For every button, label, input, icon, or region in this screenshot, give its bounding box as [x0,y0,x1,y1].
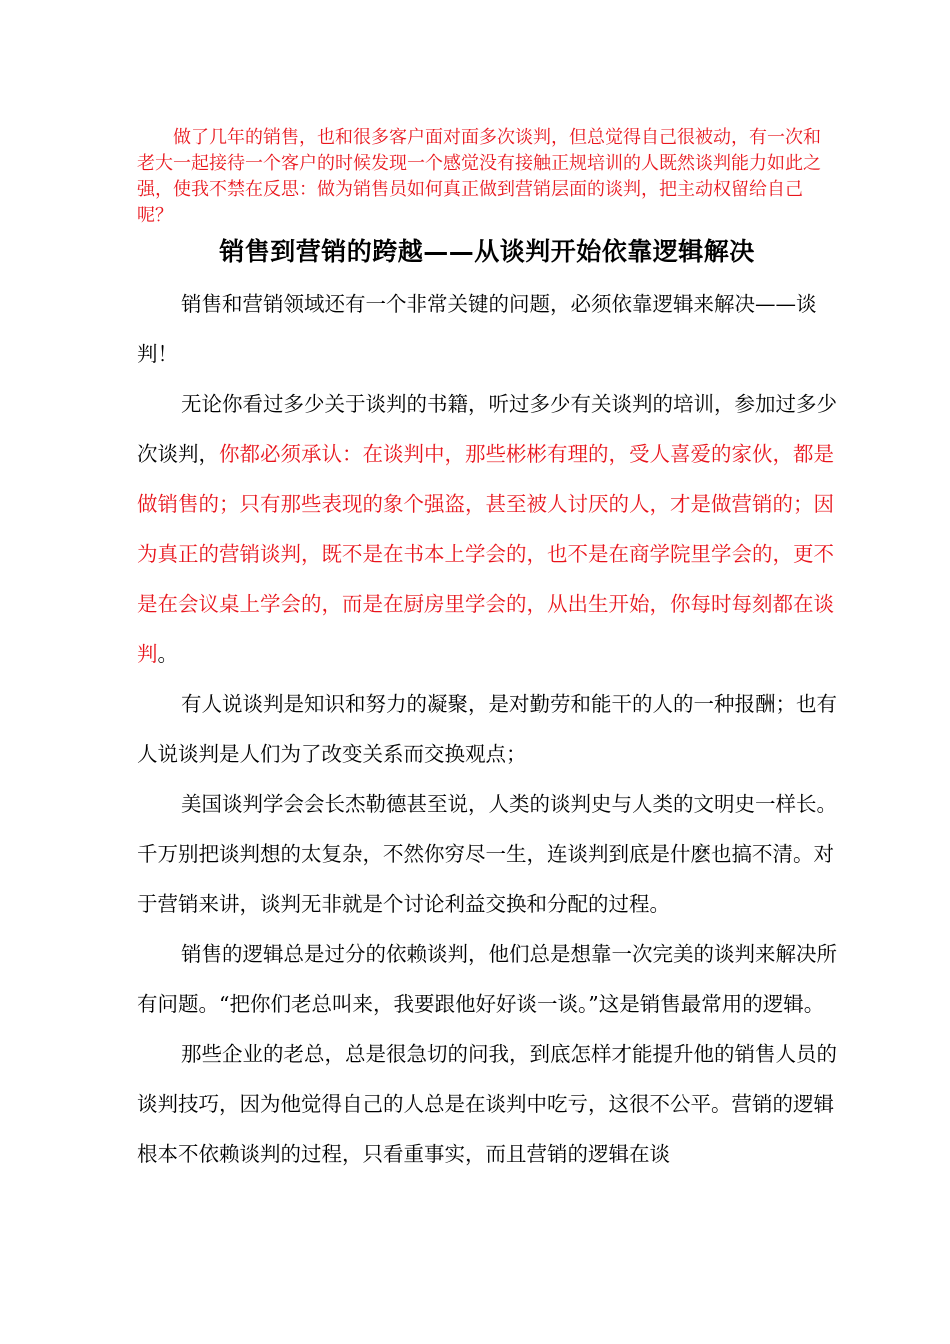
intro-note: 做了几年的销售，也和很多客户面对面多次谈判，但总觉得自己很被动，有一次和老大一起接待一个客户的时候发现一个感觉没有接触正规培训的人既然谈判能力如此之强，使我不禁在反思：做为销售员如何真正做到营销层面的谈判，把主动权留给自己呢？ [137,127,821,226]
paragraph-3: 有人说谈判是知识和努力的凝聚，是对勤劳和能干的人的一种报酬；也有人说谈判是人们为了改变关系而交换观点； [137,692,837,766]
paragraph-2-end: 。 [157,642,178,666]
paragraph-1: 销售和营销领域还有一个非常关键的问题，必须依靠逻辑来解决——谈判！ [137,292,817,366]
article-body [137,279,842,1179]
paragraph-4: 美国谈判学会会长杰勒德甚至说，人类的谈判史与人类的文明史一样长。千万别把谈判想的太复杂，不然你穷尽一生，连谈判到底是什麽也搞不清。对于营销来讲，谈判无非就是个讨论利益交换和分配的过程。 [137,792,837,916]
paragraph-6: 那些企业的老总，总是很急切的问我，到底怎样才能提升他的销售人员的谈判技巧，因为他觉得自己的人总是在谈判中吃亏，这很不公平。营销的逻辑根本不依赖谈判的过程，只看重事实，而且营销的逻辑在谈 [137,1042,837,1166]
paragraph-5: 销售的逻辑总是过分的依赖谈判，他们总是想靠一次完美的谈判来解决所有问题。“把你们老总叫来，我要跟他好好谈一谈。”这是销售最常用的逻辑。 [137,942,837,1016]
paragraph-2 [137,379,842,679]
paragraph-2-highlight: 你都必须承认：在谈判中，那些彬彬有理的，受人喜爱的家伙，都是做销售的；只有那些表现的象个强盗，甚至被人讨厌的人，才是做营销的；因为真正的营销谈判，既不是在书本上学会的，也不是在商学院里学会的，更不是在会议桌上学会的，而是在厨房里学会的，从出生开始，你每时每刻都在谈判 [137,442,834,666]
paragraph-2-intro: 无论你看过多少关于谈判的书籍，听过多少有关谈判的培训，参加过多少次谈判， [137,392,837,466]
article-title: 销售到营销的跨越——从谈判开始依靠逻辑解决 [219,237,755,266]
